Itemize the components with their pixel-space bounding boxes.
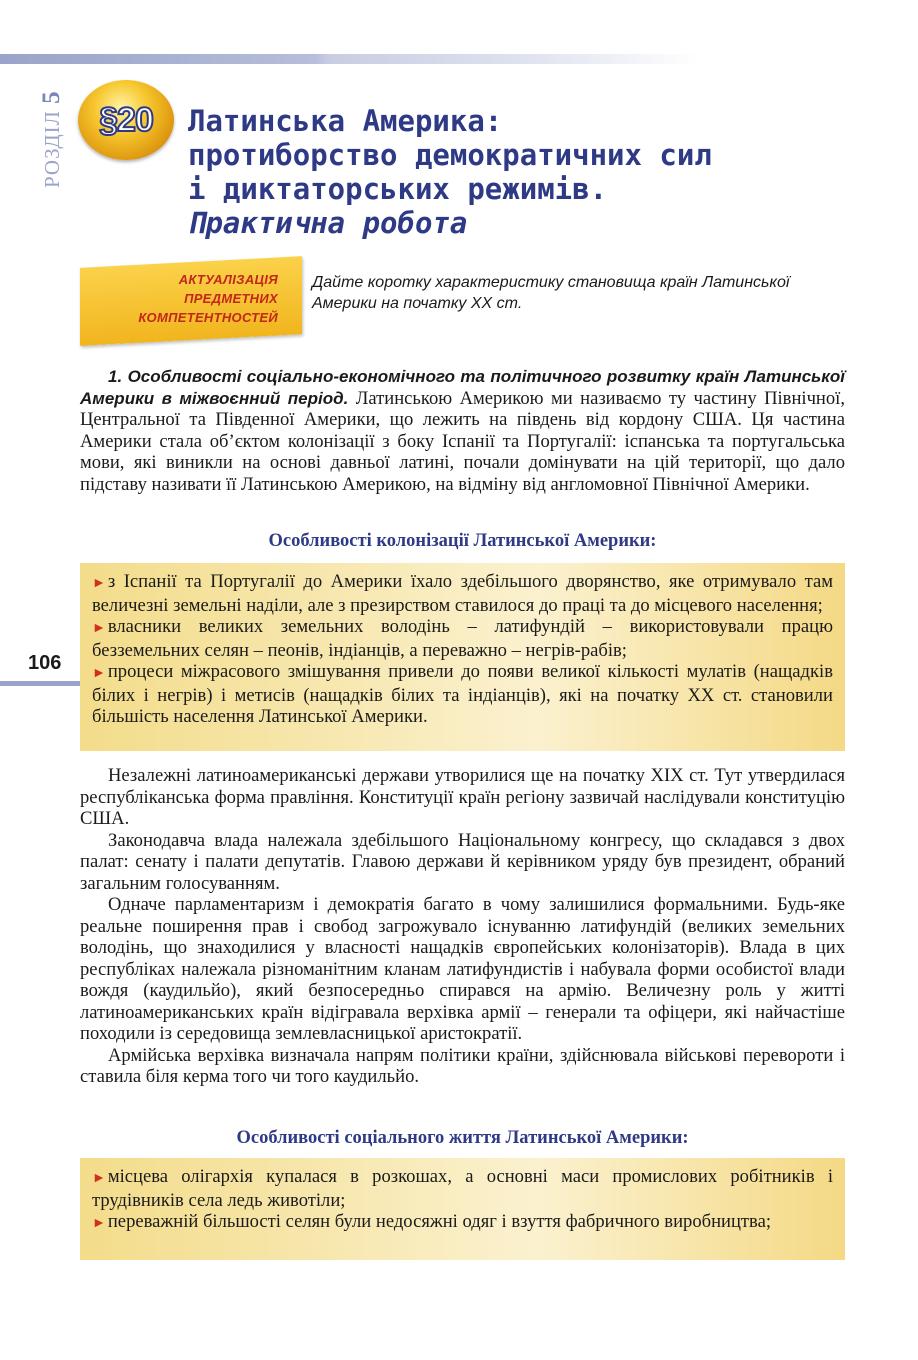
title-line-2: протиборство демократичних сил — [188, 138, 712, 172]
social-heading: Особливості соціального життя Латинської Америки: — [236, 1128, 689, 1148]
list-item: ► з Іспанії та Португалії до Америки їхало здебільшого дворянство, яке отримувало там величезні земельні наділи, але з презирством ставилося до праці та до місцевого населення; — [92, 571, 833, 616]
triangle-bullet-icon: ► — [92, 1171, 106, 1186]
main-text — [80, 765, 845, 1088]
page-subtitle: Практична робота — [188, 206, 468, 240]
paragraph-badge — [78, 80, 174, 160]
section-label — [38, 78, 72, 188]
triangle-bullet-icon: ► — [92, 576, 106, 591]
paragraph: Армійська верхівка визначала напрям політики країни, здійснювала військові перевороти і ставила біля керма того чи того каудильйо. — [80, 1044, 845, 1087]
paragraph: Одначе парламентаризм і демократія багато в чому залишилися формальними. Будь-яке реальне поширення прав і свобод загрожувало існуванню латифундій (великих земельних володінь, що знаходилися у власності нащадків європейських колонізаторів). Влада в цих республіках належала різноманітним кланам латифундистів і набувала форми особистої влади вождя (каудильйо), який безпосередньо спирався на армію. Величезну роль у житті латиноамериканських країн відігравала верхівка армії – генерали та офіцери, які найчастіше походили із середовища землевласницької аристократії. — [80, 894, 845, 1044]
actualization-question: Дайте коротку характеристику становища країн Латинської Америки на початку XX ст. — [312, 274, 790, 312]
social-box — [80, 1158, 845, 1260]
top-decor-bar — [0, 54, 700, 64]
section-word: РОЗДІЛ — [40, 110, 64, 188]
page-number: 106 — [28, 652, 62, 674]
list-item: ► процеси міжрасового змішування привели до появи великої кількості мулатів (нащадків білих і негрів) і метисів (нащадків білих та індіанців), які на початку XX ст. становили більшість населення Латинської Америки. — [92, 661, 833, 727]
triangle-bullet-icon: ► — [92, 621, 106, 636]
title-line-3: і диктаторських режимів. — [188, 172, 608, 206]
section-1-lead: 1. Особливості соціально-економічного та політичного розвитку країн Латинської Америки в міжвоєнний період. — [80, 367, 845, 408]
paragraph: Законодавча влада належала здебільшого Національному конгресу, що складався з двох палат: сенату і палати депутатів. Главою держави й керівником уряду був президент, обраний загальним голосуванням. — [80, 829, 845, 894]
section-number: 5 — [38, 90, 65, 104]
actualization-label — [100, 270, 278, 327]
list-item: ► місцева олігархія купалася в розкошах, а основні маси промислових робітників і трудівників села ледь животіли; — [92, 1166, 833, 1211]
actualization-line-2: ПРЕДМЕТНИХ — [184, 291, 278, 306]
actualization-line-3: КОМПЕТЕНТНОСТЕЙ — [138, 310, 278, 325]
list-item: ► власники великих земельних володінь – латифундій – використовували працю безземельних селян – пеонів, індіанців, а переважно – негрів-рабів; — [92, 616, 833, 661]
actualization-line-1: АКТУАЛІЗАЦІЯ — [178, 272, 278, 287]
list-item: ► переважній більшості селян були недосяжні одяг і взуття фабричного виробництва; — [92, 1211, 772, 1232]
paragraph: Незалежні латиноамериканські держави утворилися ще на початку XIX ст. Тут утвердилася республіканська форма правління. Конституції країн регіону зазвичай наслідували конституцію США. — [80, 765, 845, 829]
page-title — [188, 104, 888, 240]
paragraph-badge-label: §20 — [99, 100, 153, 139]
section-1-body: Латинською Америкою ми називаємо ту частину Північної, Центральної та Південної Америки, що лежить на південь від кордону США. Ця частина Америки стала об’єктом колонізації з боку Іспанії та Португалії: іспанська та португальська мови, які виникли на основі давньої латині, почали домінувати на цій території, що дало підставу називати її Латинською Америкою, на відміну від англомовної Північної Америки. — [80, 387, 845, 495]
triangle-bullet-icon: ► — [92, 666, 106, 681]
colonization-box — [80, 563, 845, 751]
colonization-heading: Особливості колонізації Латинської Америки: — [268, 531, 657, 551]
section-1-text — [80, 366, 845, 495]
triangle-bullet-icon: ► — [92, 1216, 106, 1231]
page-number-bar — [0, 681, 80, 686]
title-line-1: Латинська Америка: — [188, 104, 503, 138]
